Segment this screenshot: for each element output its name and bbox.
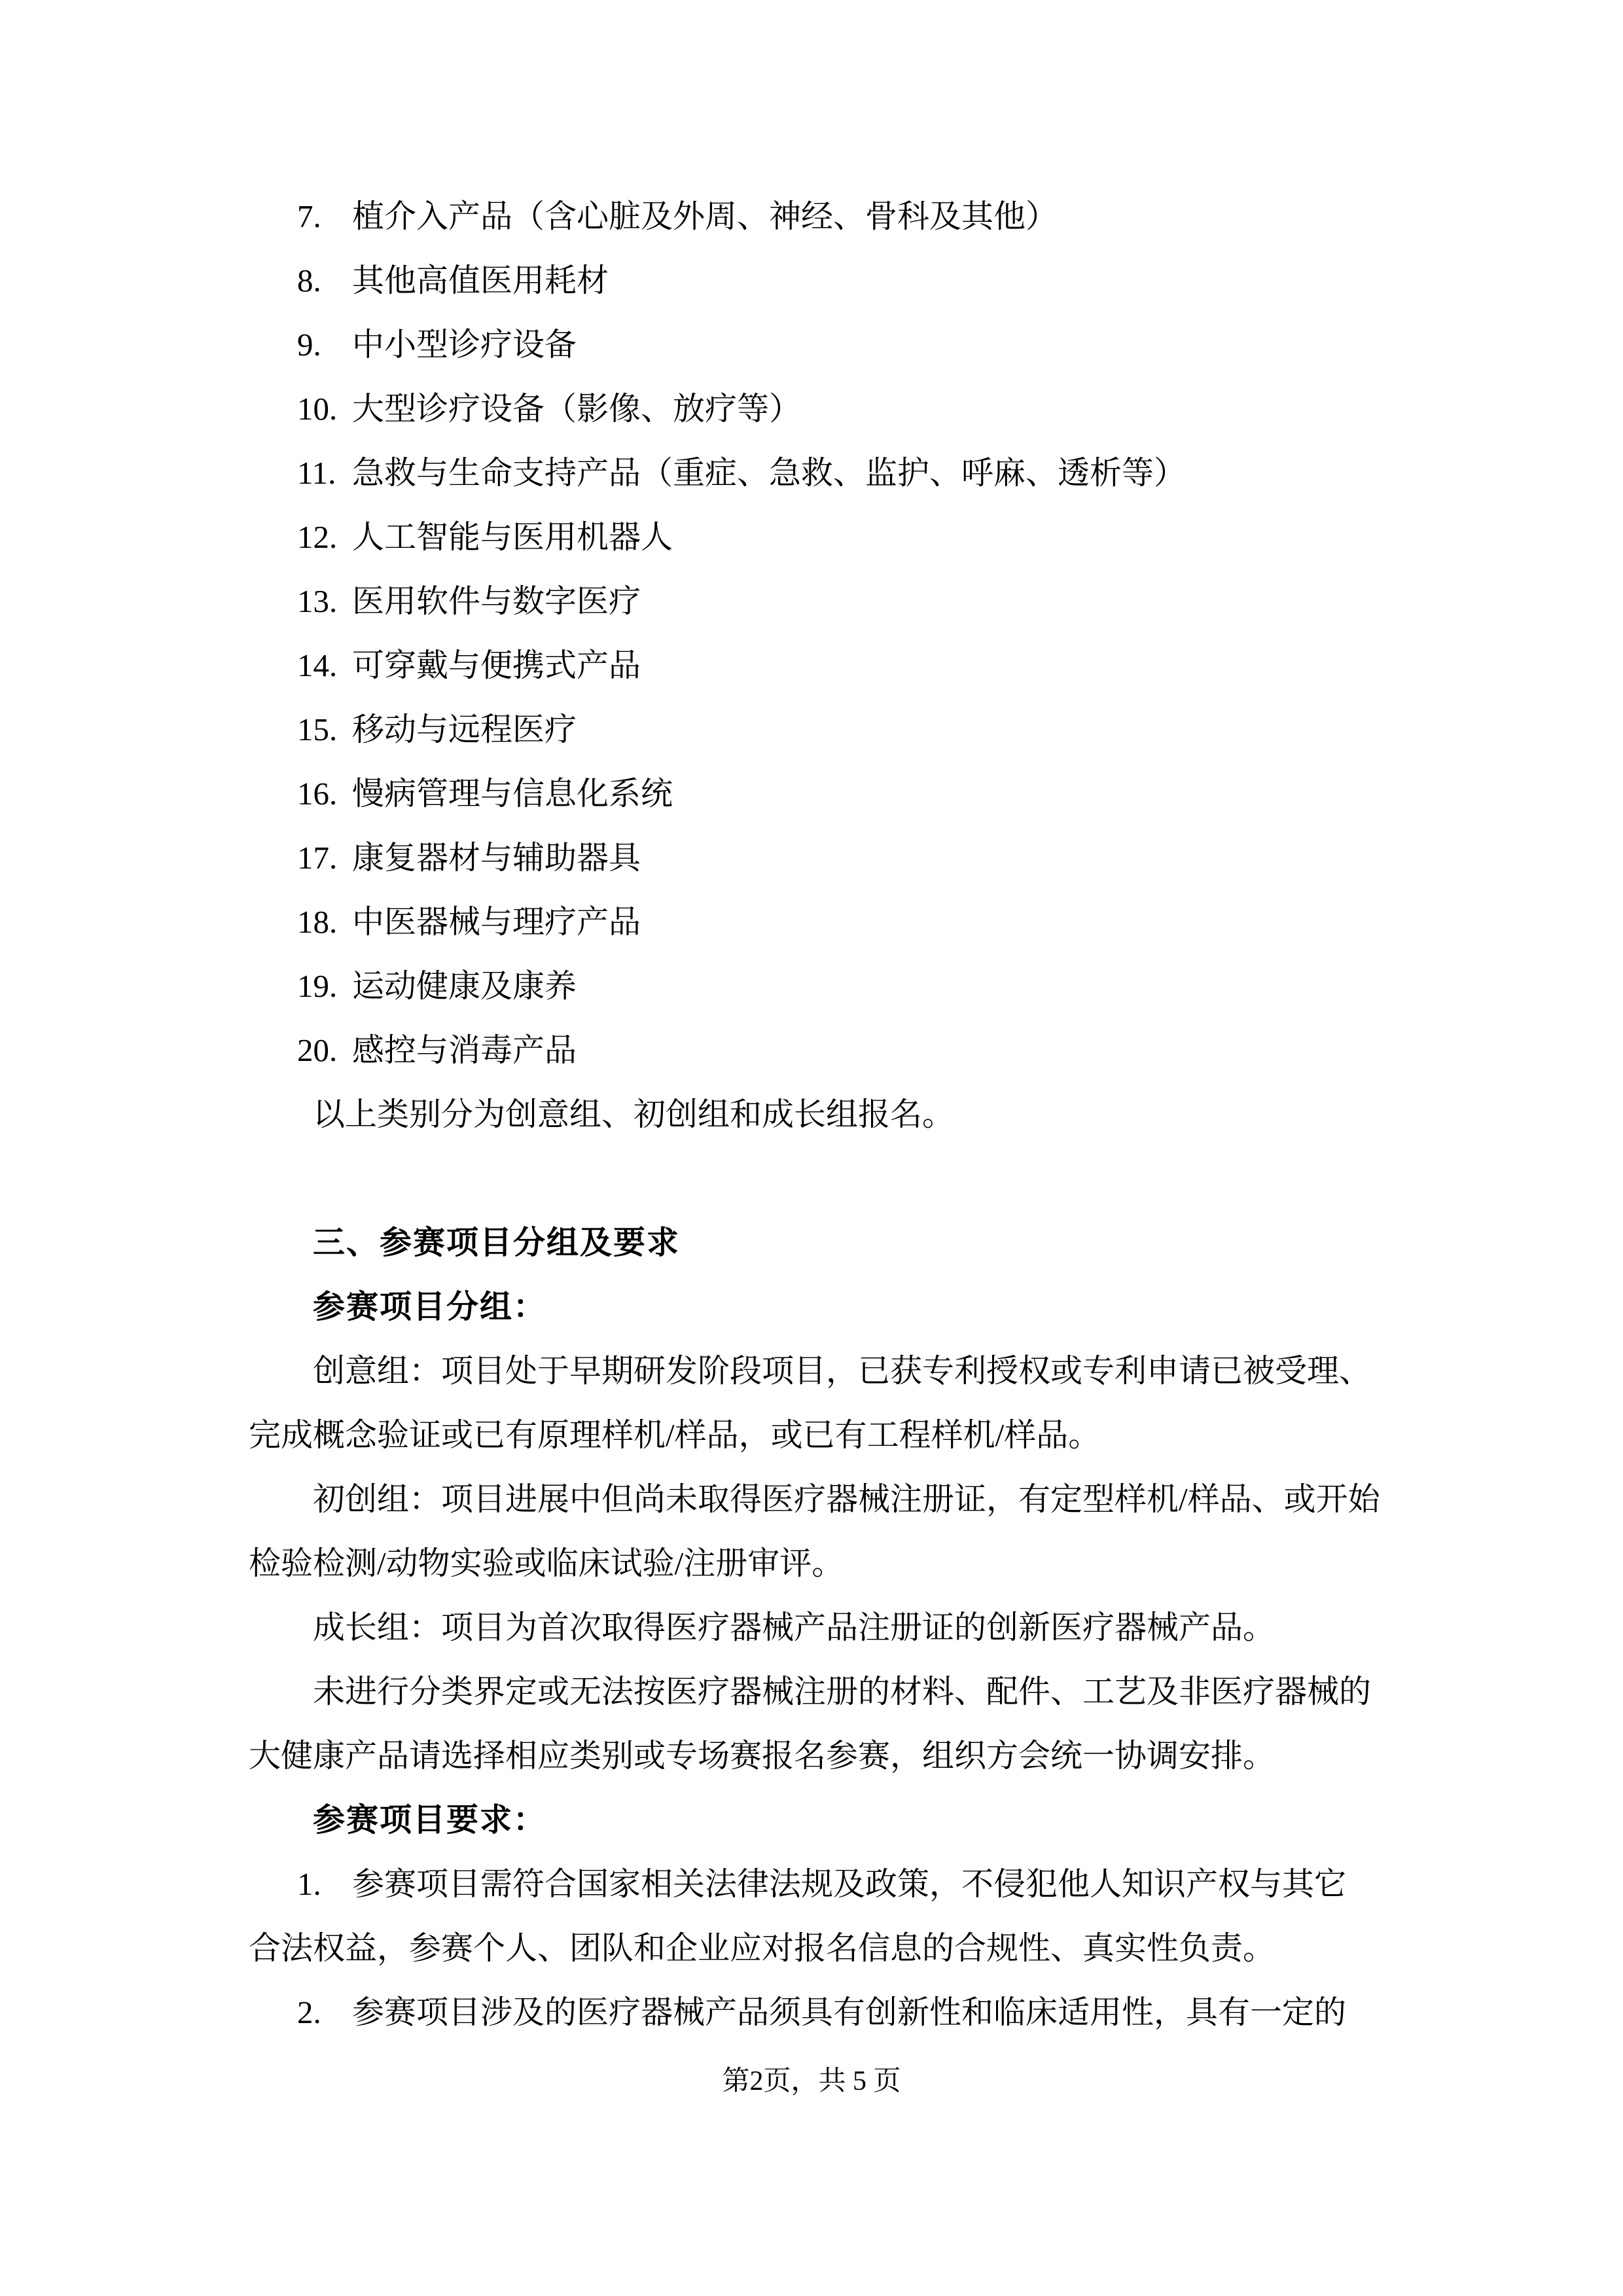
category-item: [249, 1018, 1377, 1083]
requirement-item-line: [249, 1852, 1377, 1916]
category-label: 可穿戴与便携式产品: [352, 647, 641, 683]
paragraph-line-chengzhang: 成长组：项目为首次取得医疗器械产品注册证的创新医疗器械产品。: [313, 1609, 1275, 1645]
category-item: [249, 249, 1377, 313]
page-footer: 第2页，共 5 页: [722, 2066, 901, 2096]
paragraph-line-unclassified-2: 大健康产品请选择相应类别或专场赛报名参赛，组织方会统一协调安排。: [249, 1738, 1275, 1774]
category-number: 20.: [297, 1032, 338, 1068]
category-item: [249, 954, 1377, 1018]
category-item: [249, 441, 1377, 505]
category-number: 19.: [297, 968, 338, 1004]
category-number: 7.: [297, 198, 321, 234]
category-item: [249, 185, 1377, 249]
category-label: 慢病管理与信息化系统: [352, 776, 673, 812]
category-label: 移动与远程医疗: [352, 711, 577, 747]
subsection-heading-grouping: 参赛项目分组：: [313, 1289, 547, 1325]
spacer: [249, 1147, 1377, 1211]
category-number: 18.: [297, 904, 338, 940]
category-number: 15.: [297, 711, 338, 747]
category-label: 中医器械与理疗产品: [352, 904, 641, 940]
category-item: [249, 698, 1377, 762]
category-number: 17.: [297, 840, 338, 876]
category-number: 14.: [297, 647, 338, 683]
requirement-item-line: [249, 1981, 1377, 2045]
category-item: [249, 762, 1377, 826]
section-heading: 三、参赛项目分组及要求: [313, 1225, 681, 1261]
category-label: 感控与消毒产品: [352, 1032, 577, 1068]
document-body: [249, 185, 1380, 2045]
category-label: 人工智能与医用机器人: [352, 519, 673, 555]
category-label: 植介入产品（含心脏及外周、神经、骨科及其他）: [352, 198, 1058, 234]
requirement-item-line: 合法权益，参赛个人、团队和企业应对报名信息的合规性、真实性负责。: [249, 1930, 1275, 1966]
category-label: 医用软件与数字医疗: [352, 583, 641, 619]
requirement-number: 2.: [297, 1994, 321, 2030]
paragraph-line-chuchuang-2: 检验检测/动物实验或临床试验/注册审评。: [249, 1545, 844, 1581]
category-number: 13.: [297, 583, 338, 619]
category-label: 急救与生命支持产品（重症、急救、监护、呼麻、透析等）: [352, 455, 1186, 491]
paragraph-line-unclassified-1: 未进行分类界定或无法按医疗器械注册的材料、配件、工艺及非医疗器械的: [313, 1674, 1372, 1710]
category-number: 11.: [297, 455, 336, 491]
category-item: [249, 505, 1377, 569]
category-number: 16.: [297, 776, 338, 812]
category-label: 中小型诊疗设备: [352, 327, 577, 363]
category-label: 大型诊疗设备（影像、放疗等）: [352, 391, 802, 427]
requirement-text: 参赛项目涉及的医疗器械产品须具有创新性和临床适用性，具有一定的: [352, 1994, 1347, 2030]
category-item: [249, 890, 1377, 954]
category-item: [249, 826, 1377, 890]
closing-note: 以上类别分为创意组、初创组和成长组报名。: [313, 1096, 955, 1132]
category-item: [249, 377, 1377, 441]
category-item: [249, 569, 1377, 634]
category-number: 12.: [297, 519, 338, 555]
requirement-text: 参赛项目需符合国家相关法律法规及政策，不侵犯他人知识产权与其它: [352, 1866, 1347, 1902]
category-label: 其他高值医用耗材: [352, 262, 609, 298]
category-number: 10.: [297, 391, 338, 427]
requirement-number: 1.: [297, 1866, 321, 1902]
subsection-heading-requirements: 参赛项目要求：: [313, 1803, 547, 1838]
paragraph-line-chuchuang-1: 初创组：项目进展中但尚未取得医疗器械注册证，有定型样机/样品、或开始: [313, 1481, 1380, 1517]
category-label: 康复器材与辅助器具: [352, 840, 641, 876]
paragraph-line-chuangyi-2: 完成概念验证或已有原理样机/样品，或已有工程样机/样品。: [249, 1417, 1101, 1453]
category-item: [249, 313, 1377, 377]
category-number: 9.: [297, 327, 321, 363]
paragraph-line-chuangyi-1: 创意组：项目处于早期研发阶段项目，已获专利授权或专利申请已被受理、: [313, 1353, 1372, 1389]
category-item: [249, 634, 1377, 698]
category-label: 运动健康及康养: [352, 968, 577, 1004]
category-number: 8.: [297, 262, 321, 298]
